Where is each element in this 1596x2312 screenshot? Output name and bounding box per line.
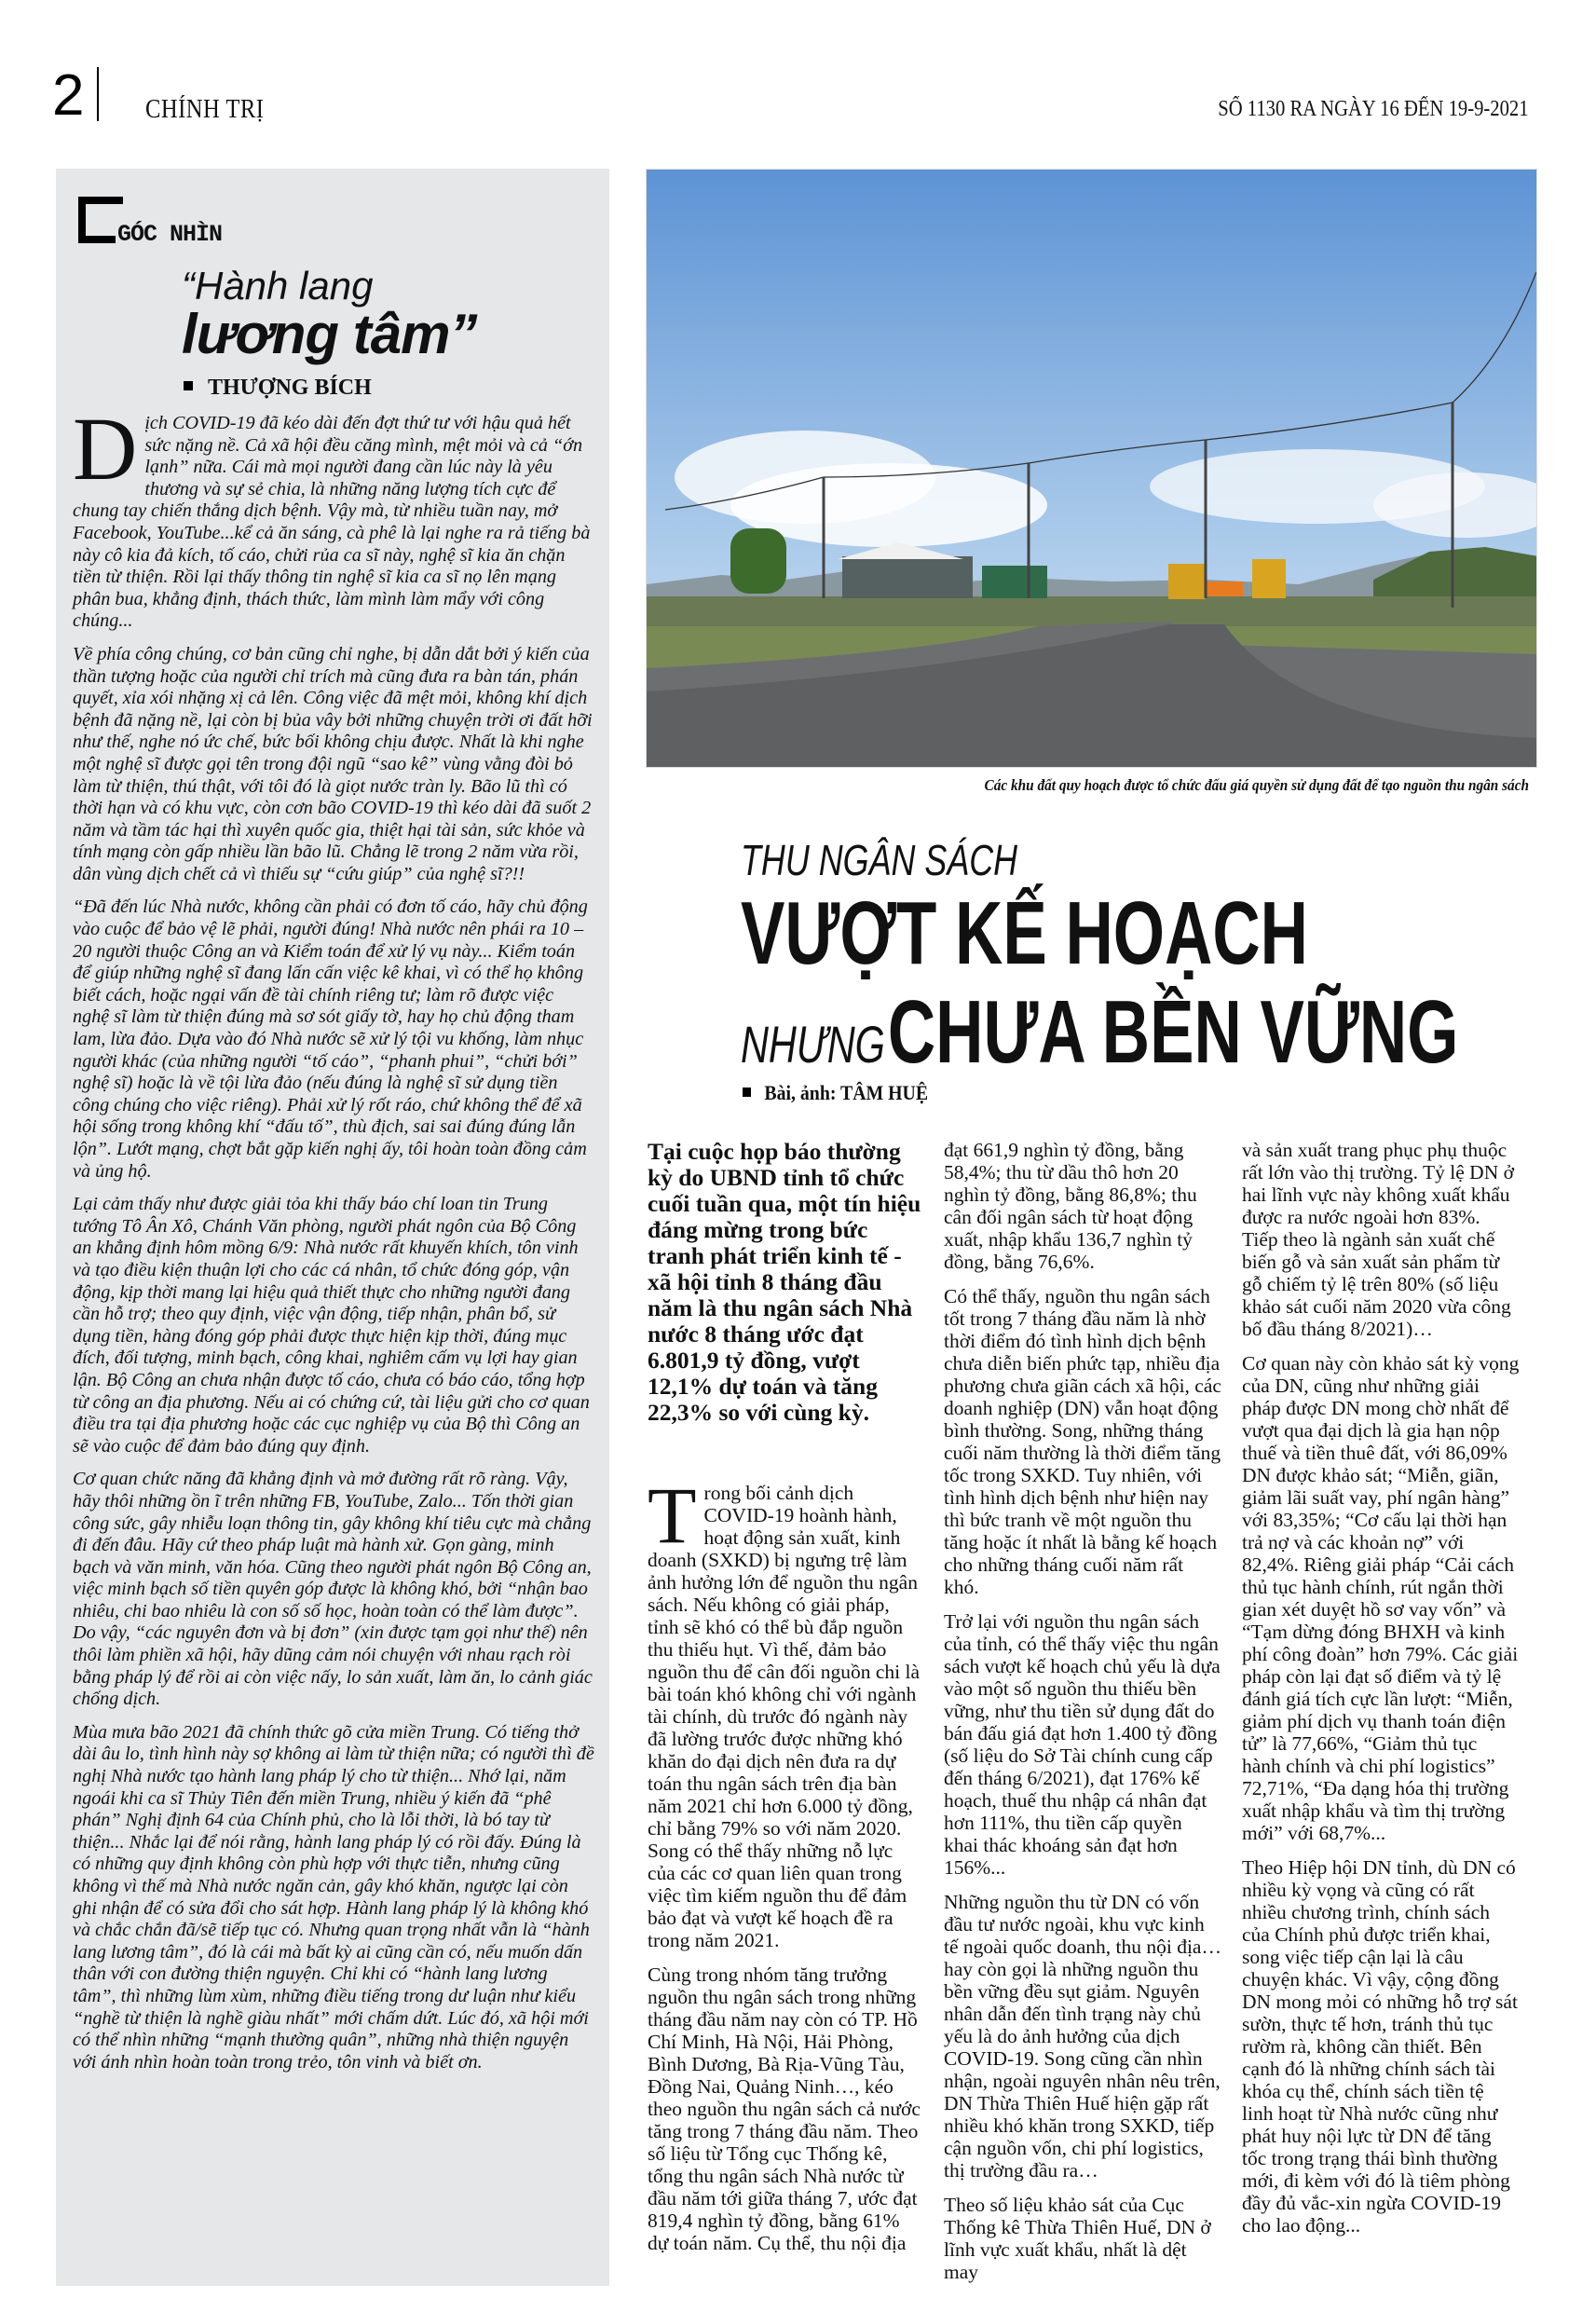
article-lead: Tại cuộc họp báo thường kỳ do UBND tỉnh tổ chức cuối tuần qua, một tín hiệu đáng mừng trong bức tranh phát triển kinh tế - xã hội tỉnh 8 tháng đầu năm là thu ngân sách Nhà nước 8 tháng ước đạt 6.801,9 tỷ đồng, vượt 12,1% dự toán và tăng 22,3% so với cùng kỳ. bbox=[648, 1138, 921, 1426]
article-paragraph: Theo Hiệp hội DN tỉnh, dù DN có nhiều kỳ vọng và cũng có rất nhiều chương trình, chính sách của Chính phủ được triển khai, song việc tiếp cận lại là câu chuyện khác. Vì vậy, cộng đồng DN mong mỏi có những hỗ trợ sát sườn, thực tế hơn, tránh thủ tục rườm rà, không cần thiết. Bên cạnh đó là những chính sách tài khóa cụ thể, chính sách tiền tệ linh hoạt từ Nhà nước cũng như phát huy nội lực từ DN để tăng tốc trong trạng thái bình thường mới, đi kèm với đó là tiêm phòng đầy đủ vắc-xin ngừa COVID-19 cho lao động... bbox=[1242, 1856, 1518, 2237]
opinion-author: THƯỢNG BÍCH bbox=[208, 376, 372, 400]
headline-line3 bbox=[741, 982, 1459, 1082]
kicker-bracket-icon bbox=[78, 197, 116, 243]
opinion-paragraph: Cơ quan chức năng đã khẳng định và mở đường rất rõ ràng. Vậy, hãy thôi những ồn ĩ trên những FB, YouTube, Zalo... Tốn thời gian công sức, gây nhiễu loạn thông tin, gây không khí tiêu cực mà chẳng đi đến đâu. Hãy cứ theo pháp luật mà hành xử. Gọn gàng, minh bạch và văn minh, văn hóa. Cũng theo người phát ngôn Bộ Công an, việc minh bạch số tiền quyên góp được là không khó, bởi “nhận bao nhiêu, chi bao nhiêu là con số số học, hoàn toàn có thể làm được”. Do vậy, “các nguyên đơn và bị đơn” (xin được tạm gọi như thế) nên thôi làm phiền xã hội, hãy dũng cảm nói chuyện với nhau rạch ròi bằng pháp lý để rồi ai còn việc nấy, lo sản xuất, làm ăn, lo cảnh giác chống dịch. bbox=[73, 1469, 593, 1710]
article-paragraph: Những nguồn thu từ DN có vốn đầu tư nước ngoài, khu vực kinh tế ngoài quốc doanh, thu nội địa… hay còn gọi là những nguồn thu bền vững đều sụt giảm. Nguyên nhân dẫn đến tình trạng này chủ yếu là do ảnh hưởng của dịch COVID-19. Song cũng cần nhìn nhận, ngoài nguyên nhân nêu trên, DN Thừa Thiên Huế hiện gặp rất nhiều khó khăn trong SXKD, tiếp cận nguồn vốn, chi phí logistics, thị trường đầu ra… bbox=[944, 1891, 1221, 2182]
bullet-square-icon bbox=[184, 381, 193, 390]
dropcap: T bbox=[648, 1471, 697, 1560]
article-column-2 bbox=[944, 1139, 1221, 2295]
article-byline bbox=[743, 1081, 928, 1105]
opinion-paragraph: Mùa mưa bão 2021 đã chính thức gõ cửa miền Trung. Có tiếng thở dài âu lo, tình hình này sợ không ai làm từ thiện nữa; có người thì đề nghị Nhà nước tạo hành lang pháp lý cho từ thiện... Nhớ lại, năm ngoái khi ca sĩ Thủy Tiên đến miền Trung, nhiều ý kiến đã “phê phán” Nghị định 64 của Chính phủ, cho là lỗi thời, là bó tay từ thiện... Nhắc lại để nói rằng, hành lang pháp lý có rồi đấy. Đúng là có những quy định không còn phù hợp với thực tiễn, nhưng cũng không vì thế mà Nhà nước ngăn cản, gây khó khăn, ngược lại còn ghi nhận để có sửa đổi cho sát hợp. Hành lang pháp lý là không khó và chắc chắn đã/sẽ tiếp tục có. Nhưng quan trọng nhất vẫn là “hành lang lương tâm”, đó là cái mà bất kỳ ai cũng cần có, nếu muốn dấn thân với con đường thiện nguyện. Chỉ khi có “hành lang lương tâm”, thì những lùm xùm, những điều tiếng trong dư luận như kiểu “nghề từ thiện là nghề giàu nhất” mới chấm dứt. Lúc đó, xã hội mới có thể nhìn những “mạnh thường quân”, những nhà thiện nguyện với ánh nhìn hoàn toàn trong trẻo, tôn vinh và biết ơn. bbox=[73, 1721, 594, 2073]
opinion-kicker: GÓC NHÌN bbox=[117, 221, 223, 248]
article-paragraph: Trở lại với nguồn thu ngân sách của tỉnh, có thể thấy việc thu ngân sách vượt kế hoạch chủ yếu là dựa vào một số nguồn thu thiếu bền vững, như thu tiền sử dụng đất do bán đấu giá đạt hơn 1.400 tỷ đồng (số liệu do Sở Tài chính cung cấp đến tháng 6/2021), đạt 176% kế hoạch, thuế thu nhập cá nhân đạt hơn 111%, thu tiền cấp quyền khai thác khoáng sản đạt hơn 156%... bbox=[944, 1610, 1221, 1879]
dropcap: D bbox=[73, 399, 138, 499]
opinion-paragraph: Lại cảm thấy như được giải tỏa khi thấy báo chí loan tin Trung tướng Tô Ân Xô, Chánh Văn phòng, người phát ngôn của Bộ Công an khẳng định hôm mồng 6/9: Nhà nước rất khuyến khích, tôn vinh và tạo điều kiện thuận lợi cho các cá nhân, tổ chức đóng góp, vận động, kịp thời mang lại hiệu quả thiết thực cho những người đang cần hỗ trợ; theo quy định, việc vận động, tiếp nhận, phân bổ, sử dụng tiền, hàng đóng góp phải được thực hiện kịp thời, đúng mục đích, đối tượng, minh bạch, công khai, nghiêm cấm vụ lợi hay gian lận. Bộ Công an chưa nhận được tố cáo, chưa có báo cáo, tổng hợp từ công an địa phương. Nếu ai có chứng cứ, tài liệu gửi cho cơ quan điều tra tại địa phương hoặc các cục nghiệp vụ của Bộ thì Công an sẽ vào cuộc để đảm bảo đúng quy định. bbox=[73, 1194, 590, 1457]
headline-end: CHƯA BỀN VỮNG bbox=[887, 982, 1459, 1082]
headline-main: VƯỢT KẾ HOẠCH bbox=[741, 883, 1308, 983]
opinion-body bbox=[73, 399, 594, 2085]
photo-caption: Các khu đất quy hoạch được tổ chức đấu giá quyền sử dụng đất để tạo nguồn thu ngân sách bbox=[984, 776, 1529, 794]
bullet-square-icon bbox=[743, 1088, 751, 1097]
article-paragraph: Cùng trong nhóm tăng trưởng nguồn thu ngân sách trong những tháng đầu năm nay còn có TP. Hồ Chí Minh, Hà Nội, Hải Phòng, Bình Dương, Bà Rịa-Vũng Tàu, Đồng Nai, Quảng Ninh…, kéo theo nguồn thu ngân sách cả nước tăng trong 7 tháng đầu năm. Theo số liệu từ Tổng cục Thống kê, tổng thu ngân sách Nhà nước từ đầu năm tới giữa tháng 7, ước đạt 819,4 nghìn tỷ đồng, bằng 61% dự toán năm. Cụ thể, thu nội địa bbox=[648, 1963, 921, 2254]
headline-connector: NHƯNG bbox=[741, 1015, 885, 1074]
article-paragraph: và sản xuất trang phục phụ thuộc rất lớn vào thị trường. Tỷ lệ DN ở hai lĩnh vực này không xuất khẩu được ra nước ngoài hơn 83%. Tiếp theo là ngành sản xuất chế biến gỗ và sản xuất sản phẩm từ gỗ chiếm tỷ lệ trên 80% (số liệu khảo sát cuối năm 2020 vừa công bố đầu tháng 8/2021)… bbox=[1242, 1139, 1514, 1340]
article-column-3 bbox=[1242, 1139, 1520, 2249]
opinion-sidebar bbox=[56, 169, 609, 2286]
article-paragraph: Theo số liệu khảo sát của Cục Thống kê Thừa Thiên Huế, DN ở lĩnh vực xuất khẩu, nhất là dệt may bbox=[944, 2194, 1211, 2283]
headline-kicker: THU NGÂN SÁCH bbox=[741, 836, 1018, 884]
header-divider bbox=[97, 67, 99, 121]
opinion-title-line1: “Hành lang bbox=[182, 264, 374, 308]
article-paragraph: đạt 661,9 nghìn tỷ đồng, bằng 58,4%; thu từ dầu thô hơn 20 nghìn tỷ đồng, bằng 86,8%; thu cân đối ngân sách từ hoạt động xuất, nhập khẩu 136,7 nghìn tỷ đồng, bằng 76,6%. bbox=[944, 1139, 1197, 1273]
article-column-1 bbox=[648, 1139, 925, 2266]
opinion-paragraph: “Đã đến lúc Nhà nước, không cần phải có đơn tố cáo, hãy chủ động vào cuộc để bảo vệ lẽ phải, người đúng! Nhà nước nên phái ra 10 – 20 người thuộc Công an và Kiểm toán để xử lý vụ này... Kiểm toán để giúp những nghệ sĩ đang lấn cấn việc kê khai, vì có thể họ không biết cách, hoặc ngại vấn đề tài chính riêng tư; làm rõ được việc nghệ sĩ làm từ thiện đúng mà sơ sót giấy tờ, hay họ chủ động tham lam, lừa đảo. Dựa vào đó Nhà nước sẽ xử lý tội vu khống, làm nhục người khác (của những người “tố cáo”, “phanh phui”, “chửi bới” nghệ sĩ) hoặc là về tội lừa đảo (nếu đúng là nghệ sĩ sử dụng tiền công chúng cho việc riêng). Phải xử lý rốt ráo, chứ không thể để xã hội sống trong không khí “đấu tố”, thù địch, sai sai đúng đúng lẫn lộn”. Lướt mạng, chợt bắt gặp kiến nghị ấy, tôi hoàn toàn đồng cảm và ủng hộ. bbox=[73, 896, 588, 1182]
opinion-paragraph: Về phía công chúng, cơ bản cũng chỉ nghe, bị dẫn dắt bởi ý kiến của thần tượng hoặc của người chỉ trích mà cũng đưa ra bàn tán, phán quyết, xỉa xói nhặng xị cả lên. Công việc đã mệt mỏi, không khí dịch bệnh đã nặng nề, lại còn bị bủa vây bởi những chuyện trời ơi đất hỡi như thế, nghe nó ức chế, bức bối không chịu được. Nhất là khi nghe một nghệ sĩ được gọi tên trong đội ngũ “sao kê” vùng vằng đòi bỏ làm từ thiện, thú thật, với tôi đó là giọt nước tràn ly. Bão lũ thì có thời hạn và có khu vực, còn cơn bão COVID-19 thì kéo dài đã suốt 2 năm và tầm tác hại thì xuyên quốc gia, thiệt hại tài sản, sức khỏe và tính mạng còn gấp nhiều lần bão lũ. Chẳng lẽ trong 2 năm vừa rồi, dân vùng dịch chết cả vì thiếu sự “cứu giúp” của nghệ sĩ?!! bbox=[73, 643, 593, 884]
section-title: CHÍNH TRỊ bbox=[145, 95, 265, 124]
article-paragraph: Có thể thấy, nguồn thu ngân sách tốt trong 7 tháng đầu năm là nhờ thời điểm đó tình hình dịch bệnh chưa diễn biến phức tạp, nhiều địa phương chưa giãn cách xã hội, các doanh nghiệp (DN) vẫn hoạt động bình thường. Song, những tháng cuối năm thường là thời điểm tăng tốc trong SXKD. Tuy nhiên, với tình hình dịch bệnh như hiện nay thì bức tranh về một nguồn thu tăng hoặc ít nhất là bằng kế hoạch cho những tháng cuối năm rất khó. bbox=[944, 1285, 1221, 1598]
issue-date: SỐ 1130 RA NGÀY 16 ĐẾN 19-9-2021 bbox=[1218, 97, 1529, 121]
article-paragraph: Trong bối cảnh dịch COVID-19 hoành hành, hoạt động sản xuất, kinh doanh (SXKD) bị ngưng trệ làm ảnh hưởng lớn để nguồn thu ngân sách. Nếu không có giải pháp, tỉnh sẽ khó có thể bù đắp nguồn thu thiếu hụt. Vì thế, đảm bảo nguồn thu để cân đối nguồn chi là bài toán khó không chỉ với ngành tài chính, dù trước đó ngành này đã lường trước được những khó khăn do đại dịch nên đưa ra dự toán thu ngân sách trên địa bàn năm 2021 chỉ hơn 6.000 tỷ đồng, chỉ bằng 79% so với năm 2020. Song có thể thấy những nỗ lực của các cơ quan liên quan trong việc tìm kiếm nguồn thu để đảm bảo đạt và vượt kế hoạch đề ra trong năm 2021. bbox=[648, 1471, 920, 1951]
article-photo bbox=[646, 169, 1537, 768]
article-author: Bài, ảnh: TÂM HUỆ bbox=[764, 1081, 929, 1104]
opinion-paragraph: Dịch COVID-19 đã kéo dài đến đợt thứ tư với hậu quả hết sức nặng nề. Cả xã hội đều căng mình, mệt mỏi và cả “ớn lạnh” nữa. Cái mà mọi người đang cần lúc này là yêu thương và sự sẻ chia, là những năng lượng tích cực để chung tay chiến thắng dịch bệnh. Vậy mà, từ nhiều tuần nay, mở Facebook, YouTube...kể cả ăn sáng, cà phê là lại nghe ra rả tiếng bà này cô kia đả kích, tố cáo, chửi rủa ca sĩ này, nghệ sĩ kia ăn chặn tiền từ thiện. Rồi lại thấy thông tin nghệ sĩ kia ca sĩ nọ lên mạng phân bua, khẳng định, thách thức, làm mình làm mẩy với công chúng... bbox=[73, 399, 591, 632]
opinion-title-line2: lương tâm” bbox=[182, 303, 477, 365]
opinion-byline bbox=[184, 376, 372, 401]
page-number: 2 bbox=[52, 63, 85, 128]
article-paragraph: Cơ quan này còn khảo sát kỳ vọng của DN, cũng như những giải pháp được DN mong chờ nhất để vượt qua đại dịch là gia hạn nộp thuế và tiền thuê đất, với 86,09% DN được khảo sát; “Miễn, giãn, giảm lãi suất vay, phí ngân hàng” với 83,35%; “Cơ cấu lại thời hạn trả nợ và các khoản nợ” với 82,4%. Riêng giải pháp “Cải cách thủ tục hành chính, rút ngắn thời gian xét duyệt hồ sơ vay vốn” và “Tạm dừng đóng BHXH và kinh phí công đoàn” hơn 79%. Các giải pháp còn lại đạt số điểm và tỷ lệ đánh giá tích cực lần lượt: “Miễn, giảm phí dịch vụ thanh toán điện tử” là 77,66%, “Giảm thủ tục hành chính và chi phí logistics” 72,71%, “Đa dạng hóa thị trường xuất nhập khẩu và tìm thị trường mới” với 68,7%... bbox=[1242, 1352, 1520, 1844]
road-construction-photo-icon bbox=[647, 170, 1537, 768]
